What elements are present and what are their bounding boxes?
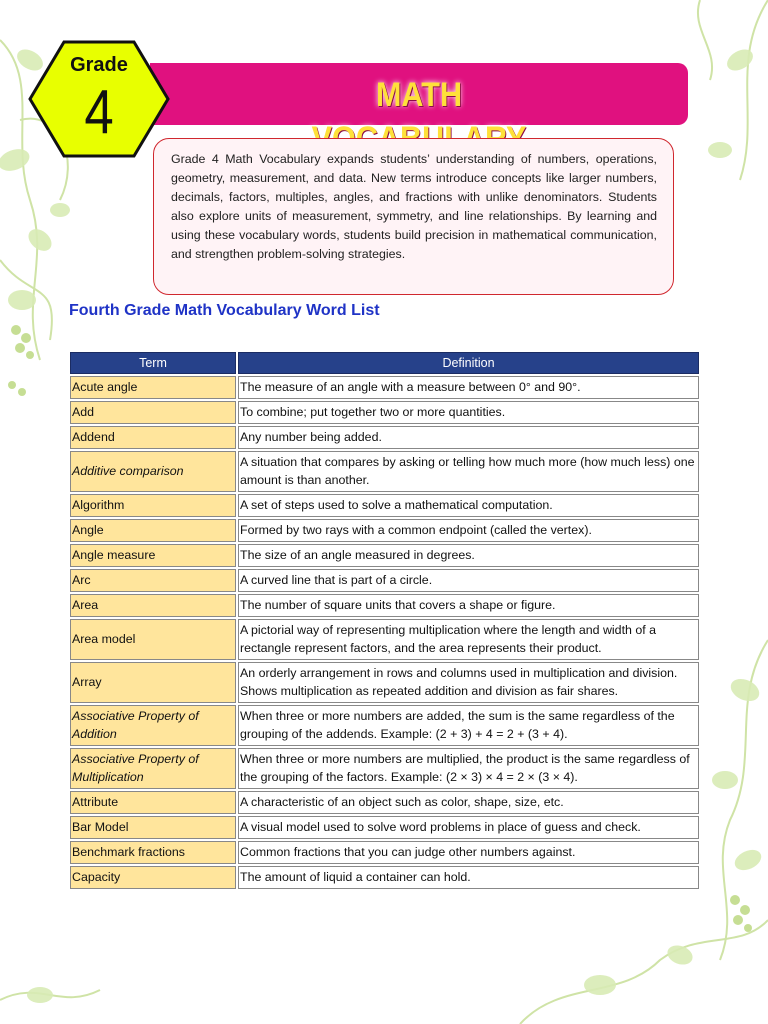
definition-cell: Common fractions that you can judge other numbers against. [238, 841, 699, 864]
term-cell: Area [70, 594, 236, 617]
table-row [70, 594, 699, 617]
word-list-title: Fourth Grade Math Vocabulary Word List [69, 302, 380, 319]
term-cell: Area model [70, 619, 236, 660]
term-cell: Associative Property of Addition [70, 705, 236, 746]
definition-cell: A visual model used to solve word problems in place of guess and check. [238, 816, 699, 839]
definition-cell: To combine; put together two or more quantities. [238, 401, 699, 424]
term-cell: Angle measure [70, 544, 236, 567]
definition-cell: An orderly arrangement in rows and columns used in multiplication and division. Shows multiplication as repeated addition and division as fair shares. [238, 662, 699, 703]
header-definition: Definition [238, 352, 699, 374]
definition-cell: A curved line that is part of a circle. [238, 569, 699, 592]
definition-cell: Any number being added. [238, 426, 699, 449]
term-cell: Array [70, 662, 236, 703]
table-row [70, 791, 699, 814]
table-row [70, 494, 699, 517]
definition-cell: The number of square units that covers a shape or figure. [238, 594, 699, 617]
grade-number: 4 [84, 78, 114, 147]
definition-cell: A set of steps used to solve a mathematical computation. [238, 494, 699, 517]
definition-cell: A characteristic of an object such as color, shape, size, etc. [238, 791, 699, 814]
term-cell: Bar Model [70, 816, 236, 839]
term-cell: Benchmark fractions [70, 841, 236, 864]
table-row [70, 662, 699, 703]
term-cell: Additive comparison [70, 451, 236, 492]
table-row [70, 841, 699, 864]
definition-cell: Formed by two rays with a common endpoint (called the vertex). [238, 519, 699, 542]
table-row [70, 451, 699, 492]
table-header-row [70, 352, 699, 374]
term-cell: Add [70, 401, 236, 424]
vocabulary-table [68, 350, 701, 891]
table-row [70, 748, 699, 789]
table-row [70, 401, 699, 424]
definition-cell: When three or more numbers are multiplied, the product is the same regardless of the grouping of the factors. Example: (2 × 3) × 4 = 2 × (3 × 4). [238, 748, 699, 789]
page-title: MATH [375, 76, 463, 114]
term-cell: Addend [70, 426, 236, 449]
table-row [70, 519, 699, 542]
table-row [70, 569, 699, 592]
term-cell: Acute angle [70, 376, 236, 399]
definition-cell: When three or more numbers are added, the sum is the same regardless of the grouping of the addends. Example: (2 + 3) + 4 = 2 + (3 + 4). [238, 705, 699, 746]
header-term: Term [70, 352, 236, 374]
definition-cell: The amount of liquid a container can hold. [238, 866, 699, 889]
term-cell: Angle [70, 519, 236, 542]
table-row [70, 544, 699, 567]
table-row [70, 816, 699, 839]
definition-cell: The size of an angle measured in degrees. [238, 544, 699, 567]
definition-cell: A pictorial way of representing multiplication where the length and width of a rectangle represent factors, and the area represents their product. [238, 619, 699, 660]
term-cell: Arc [70, 569, 236, 592]
table-row [70, 866, 699, 889]
term-cell: Capacity [70, 866, 236, 889]
intro-paragraph: Grade 4 Math Vocabulary expands students’ understanding of numbers, operations, geometry, measurement, and data. New terms introduce concepts like larger numbers, decimals, factors, multiples, angles, and fractions with unlike denominators. Students also explore units of measurement, symmetry, and line relationships. By learning and using these vocabulary words, students build precision in mathematical communication, and strengthen problem-solving strategies. [153, 138, 674, 295]
term-cell: Attribute [70, 791, 236, 814]
grade-label: Grade [70, 54, 128, 76]
table-row [70, 619, 699, 660]
term-cell: Algorithm [70, 494, 236, 517]
definition-cell: A situation that compares by asking or telling how much more (how much less) one amount is than another. [238, 451, 699, 492]
term-cell: Associative Property of Multiplication [70, 748, 236, 789]
table-row [70, 426, 699, 449]
table-row [70, 705, 699, 746]
definition-cell: The measure of an angle with a measure between 0° and 90°. [238, 376, 699, 399]
title-banner [150, 63, 688, 125]
table-row [70, 376, 699, 399]
